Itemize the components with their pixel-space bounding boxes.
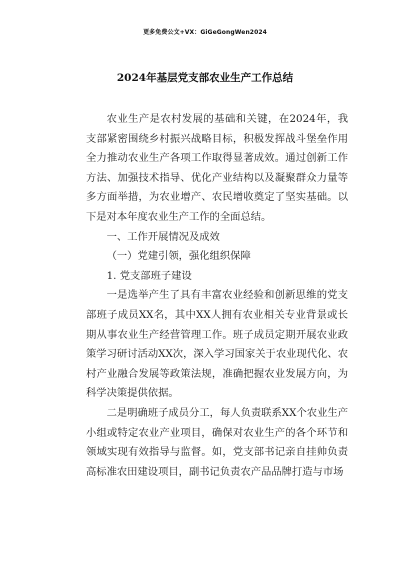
header-note: 更多免费公文+VX：GiGeGongWen2024	[143, 29, 267, 36]
document-title: 2024年基层党支部农业生产工作总结	[116, 72, 294, 84]
body-paragraph: 一是选举产生了具有丰富农业经验和创新思维的党支部班子成员XX名，其中XX人拥有农业相关专业背景或长期从事农业生产经营管理工作。班子成员定期开展农业政策学习研讨活动XX次，深入学习国家关于农业现代化、农村产业融合发展等政策法规，准确把握农业发展方向，为科学决策提供依据。	[86, 289, 348, 400]
subsection-heading: （一）党建引领，强化组织保障	[106, 250, 251, 263]
section-heading: 一、工作开展情况及成效	[106, 230, 220, 243]
document-body	[86, 110, 348, 482]
body-paragraph: 二是明确班子成员分工，每人负责联系XX个农业生产小组或特定农业产业项目，确保对农业生产的各个环节和领域实现有效指导与监督。如，党支部书记亲自挂帅负责高标准农田建设项目，副书记负责农产品品牌打造与市场	[86, 406, 348, 478]
item-heading: 1. 党支部班子建设	[106, 269, 192, 282]
intro-paragraph: 农业生产是农村发展的基础和关键，在2024年，我支部紧密围绕乡村振兴战略目标，积极发挥战斗堡垒作用全力推动农业生产各项工作取得显著成效。通过创新工作方法、加强技术指导、优化产业结构以及凝聚群众力量等多方面举措，为农业增产、农民增收奠定了坚实基础。以下是对本年度农业生产工作的全面总结。	[86, 113, 348, 223]
